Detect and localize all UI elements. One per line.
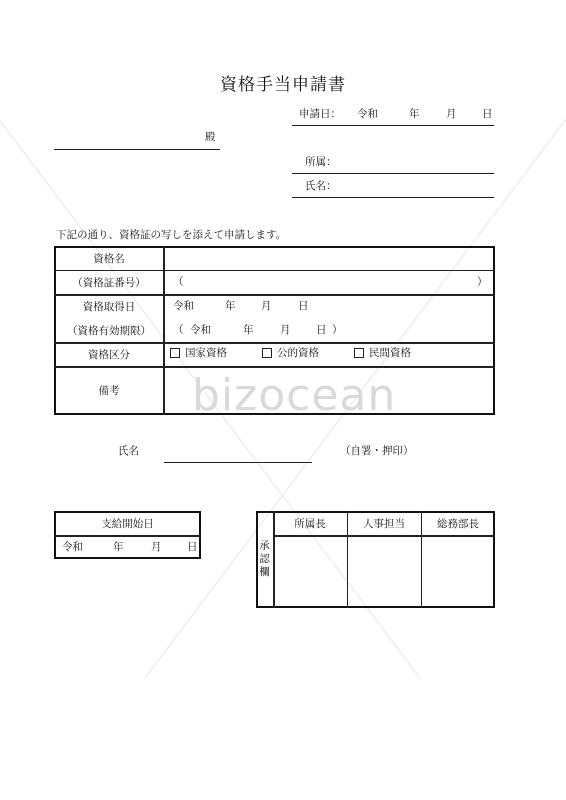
category-option-label: 公的資格 [277, 347, 319, 359]
start-date-day: 日 [187, 541, 198, 553]
remarks-field[interactable] [166, 368, 493, 413]
apply-date-era: 令和 [357, 108, 378, 120]
apply-date-year: 年 [409, 108, 420, 120]
approval-col-header: 総務部長 [437, 517, 479, 530]
approval-stamp-cell[interactable] [275, 537, 345, 606]
signature-note: （自署・押印） [340, 445, 414, 457]
expiry-era: 令和 [190, 324, 211, 336]
expiry-open: （ [173, 324, 184, 336]
expiry-day: 日 [316, 324, 327, 336]
remarks-label: 備考 [98, 385, 120, 397]
cert-number-field[interactable] [185, 272, 475, 292]
signature-name-label: 氏名 [118, 445, 139, 457]
category-option-label: 国家資格 [185, 347, 227, 359]
approval-side-char: 承 [259, 540, 270, 552]
addressee-suffix: 殿 [205, 131, 216, 143]
checkbox-icon[interactable] [170, 348, 180, 358]
cert-number-label: （資格証番号） [72, 276, 146, 289]
start-date-month: 月 [151, 541, 162, 553]
addressee-line[interactable] [54, 149, 220, 150]
cert-number-close: ） [477, 276, 488, 288]
approval-side-label [256, 540, 273, 579]
category-option-private[interactable] [354, 348, 411, 359]
expiry-close: ） [332, 324, 343, 336]
qualification-name-label: 資格名 [93, 252, 125, 265]
expiry-year: 年 [243, 324, 254, 336]
acquired-era: 令和 [173, 300, 194, 312]
start-date-header: 支給開始日 [101, 517, 154, 530]
affiliation-field[interactable] [292, 173, 494, 174]
start-date-era: 令和 [62, 541, 83, 553]
approval-side-char: 欄 [259, 566, 270, 578]
checkbox-icon[interactable] [262, 348, 272, 358]
category-option-national[interactable] [170, 348, 227, 359]
affiliation-label: 所属： [305, 156, 337, 168]
watermark-logo: bizocean [192, 370, 397, 421]
expiry-month: 月 [280, 324, 291, 336]
approval-stamp-cell[interactable] [423, 537, 493, 606]
checkbox-icon[interactable] [354, 348, 364, 358]
apply-date-label: 申請日： [299, 108, 341, 120]
category-option-label: 民間資格 [369, 347, 411, 359]
page-title: 資格手当申請書 [220, 75, 346, 95]
category-option-public[interactable] [262, 348, 319, 359]
approval-side-char: 認 [259, 553, 270, 565]
start-date-divider [54, 535, 201, 537]
category-label: 資格区分 [88, 348, 130, 361]
qualification-name-field[interactable] [165, 247, 493, 269]
acquired-year: 年 [225, 300, 236, 312]
acquired-month: 月 [261, 300, 272, 312]
approval-stamp-cell[interactable] [349, 537, 419, 606]
approval-col-header: 人事担当 [363, 517, 405, 530]
applicant-name-field[interactable] [292, 197, 494, 198]
start-date-year: 年 [113, 541, 124, 553]
apply-date-day: 日 [482, 108, 493, 120]
apply-date-month: 月 [446, 108, 457, 120]
applicant-name-label: 氏名： [305, 180, 337, 192]
acquired-day: 日 [298, 300, 309, 312]
apply-date-underline [292, 125, 494, 126]
intro-text: 下記の通り、資格証の写しを添えて申請します。 [56, 229, 287, 241]
acquired-date-label: 資格取得日 [82, 300, 136, 313]
expiry-label: （資格有効期限） [67, 324, 151, 337]
approval-col-header: 所属長 [294, 517, 326, 530]
signature-field[interactable] [164, 462, 312, 463]
cert-number-open: （ [173, 276, 184, 288]
